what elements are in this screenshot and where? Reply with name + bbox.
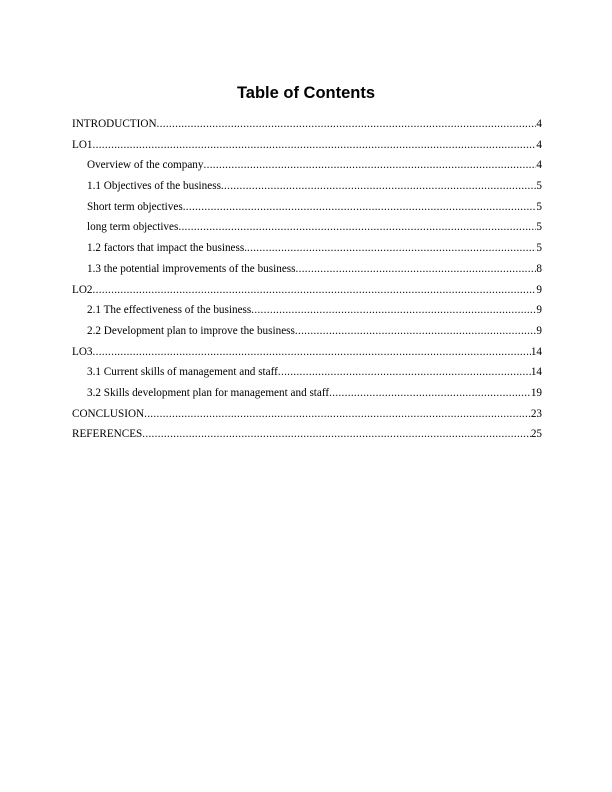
toc-entry-overview-of-company[interactable]	[72, 155, 542, 176]
toc-leader-dots	[142, 424, 531, 445]
toc-page-number: 5	[536, 200, 542, 213]
toc-page-number: 9	[536, 324, 542, 337]
toc-entry-short-term-objectives[interactable]	[72, 197, 542, 218]
toc-entry-label: LO2	[72, 283, 93, 296]
toc-page-number: 5	[536, 242, 542, 255]
toc-entry-conclusion[interactable]	[72, 404, 542, 425]
table-of-contents	[72, 114, 542, 445]
toc-entry-lo2[interactable]	[72, 280, 542, 301]
toc-page-number: 25	[530, 428, 542, 441]
toc-entry-factors-impact-business[interactable]	[72, 238, 542, 259]
toc-page-number: 4	[536, 138, 542, 151]
toc-leader-dots	[251, 300, 536, 321]
toc-leader-dots	[329, 383, 531, 404]
toc-leader-dots	[278, 362, 531, 383]
toc-leader-dots	[296, 259, 537, 280]
toc-entry-long-term-objectives[interactable]	[72, 217, 542, 238]
toc-page-number: 23	[530, 407, 542, 420]
toc-entry-label: 3.1 Current skills of management and staff	[87, 366, 278, 379]
toc-leader-dots	[157, 114, 537, 135]
toc-entry-lo3[interactable]	[72, 342, 542, 363]
toc-page-number: 9	[536, 283, 542, 296]
toc-entry-references[interactable]	[72, 424, 542, 445]
toc-leader-dots	[204, 155, 537, 176]
toc-leader-dots	[178, 217, 536, 238]
toc-entry-label: 1.1 Objectives of the business	[87, 180, 221, 193]
toc-entry-objectives-of-business[interactable]	[72, 176, 542, 197]
toc-page-number: 5	[536, 221, 542, 234]
toc-page-number: 4	[536, 118, 542, 130]
toc-entry-label: INTRODUCTION	[72, 118, 157, 130]
toc-leader-dots	[93, 342, 531, 363]
toc-entry-skills-development-plan[interactable]	[72, 383, 542, 404]
toc-page-number: 4	[536, 159, 542, 172]
toc-leader-dots	[93, 280, 537, 301]
toc-entry-label: 2.1 The effectiveness of the business	[87, 304, 252, 317]
toc-page-number: 14	[530, 366, 542, 379]
toc-leader-dots	[247, 238, 536, 259]
toc-page-number: 5	[536, 180, 542, 193]
toc-entry-current-skills[interactable]	[72, 362, 542, 383]
toc-leader-dots	[144, 404, 531, 425]
toc-page-number: 19	[530, 386, 542, 399]
toc-entry-label: Overview of the company	[87, 159, 204, 172]
toc-entry-label: CONCLUSION	[72, 407, 145, 420]
page-title: Table of Contents	[236, 84, 376, 102]
toc-leader-dots	[221, 176, 536, 197]
toc-entry-label: long term objectives	[87, 221, 179, 234]
toc-leader-dots	[295, 321, 537, 342]
toc-entry-label: 2.2 Development plan to improve the business	[87, 324, 295, 337]
toc-entry-label: 1.3 the potential improvements of the business	[87, 262, 296, 275]
toc-entry-label: LO1	[72, 138, 93, 151]
toc-entry-label: REFERENCES	[72, 428, 143, 441]
toc-page-number: 14	[530, 345, 542, 358]
toc-page-number: 8	[536, 262, 542, 275]
toc-entry-lo1[interactable]	[72, 135, 542, 156]
toc-entry-label: LO3	[72, 345, 93, 358]
toc-entry-effectiveness-of-business[interactable]	[72, 300, 542, 321]
toc-entry-development-plan[interactable]	[72, 321, 542, 342]
toc-entry-label: 1.2 factors that impact the business.	[87, 242, 248, 255]
toc-entry-potential-improvements[interactable]	[72, 259, 542, 280]
toc-entry-label: 3.2 Skills development plan for management and staff	[87, 386, 330, 399]
toc-page-number: 9	[536, 304, 542, 317]
toc-leader-dots	[93, 135, 537, 156]
toc-entry-label: Short term objectives	[87, 200, 183, 213]
toc-entry-introduction[interactable]	[72, 114, 542, 135]
toc-leader-dots	[183, 197, 537, 218]
